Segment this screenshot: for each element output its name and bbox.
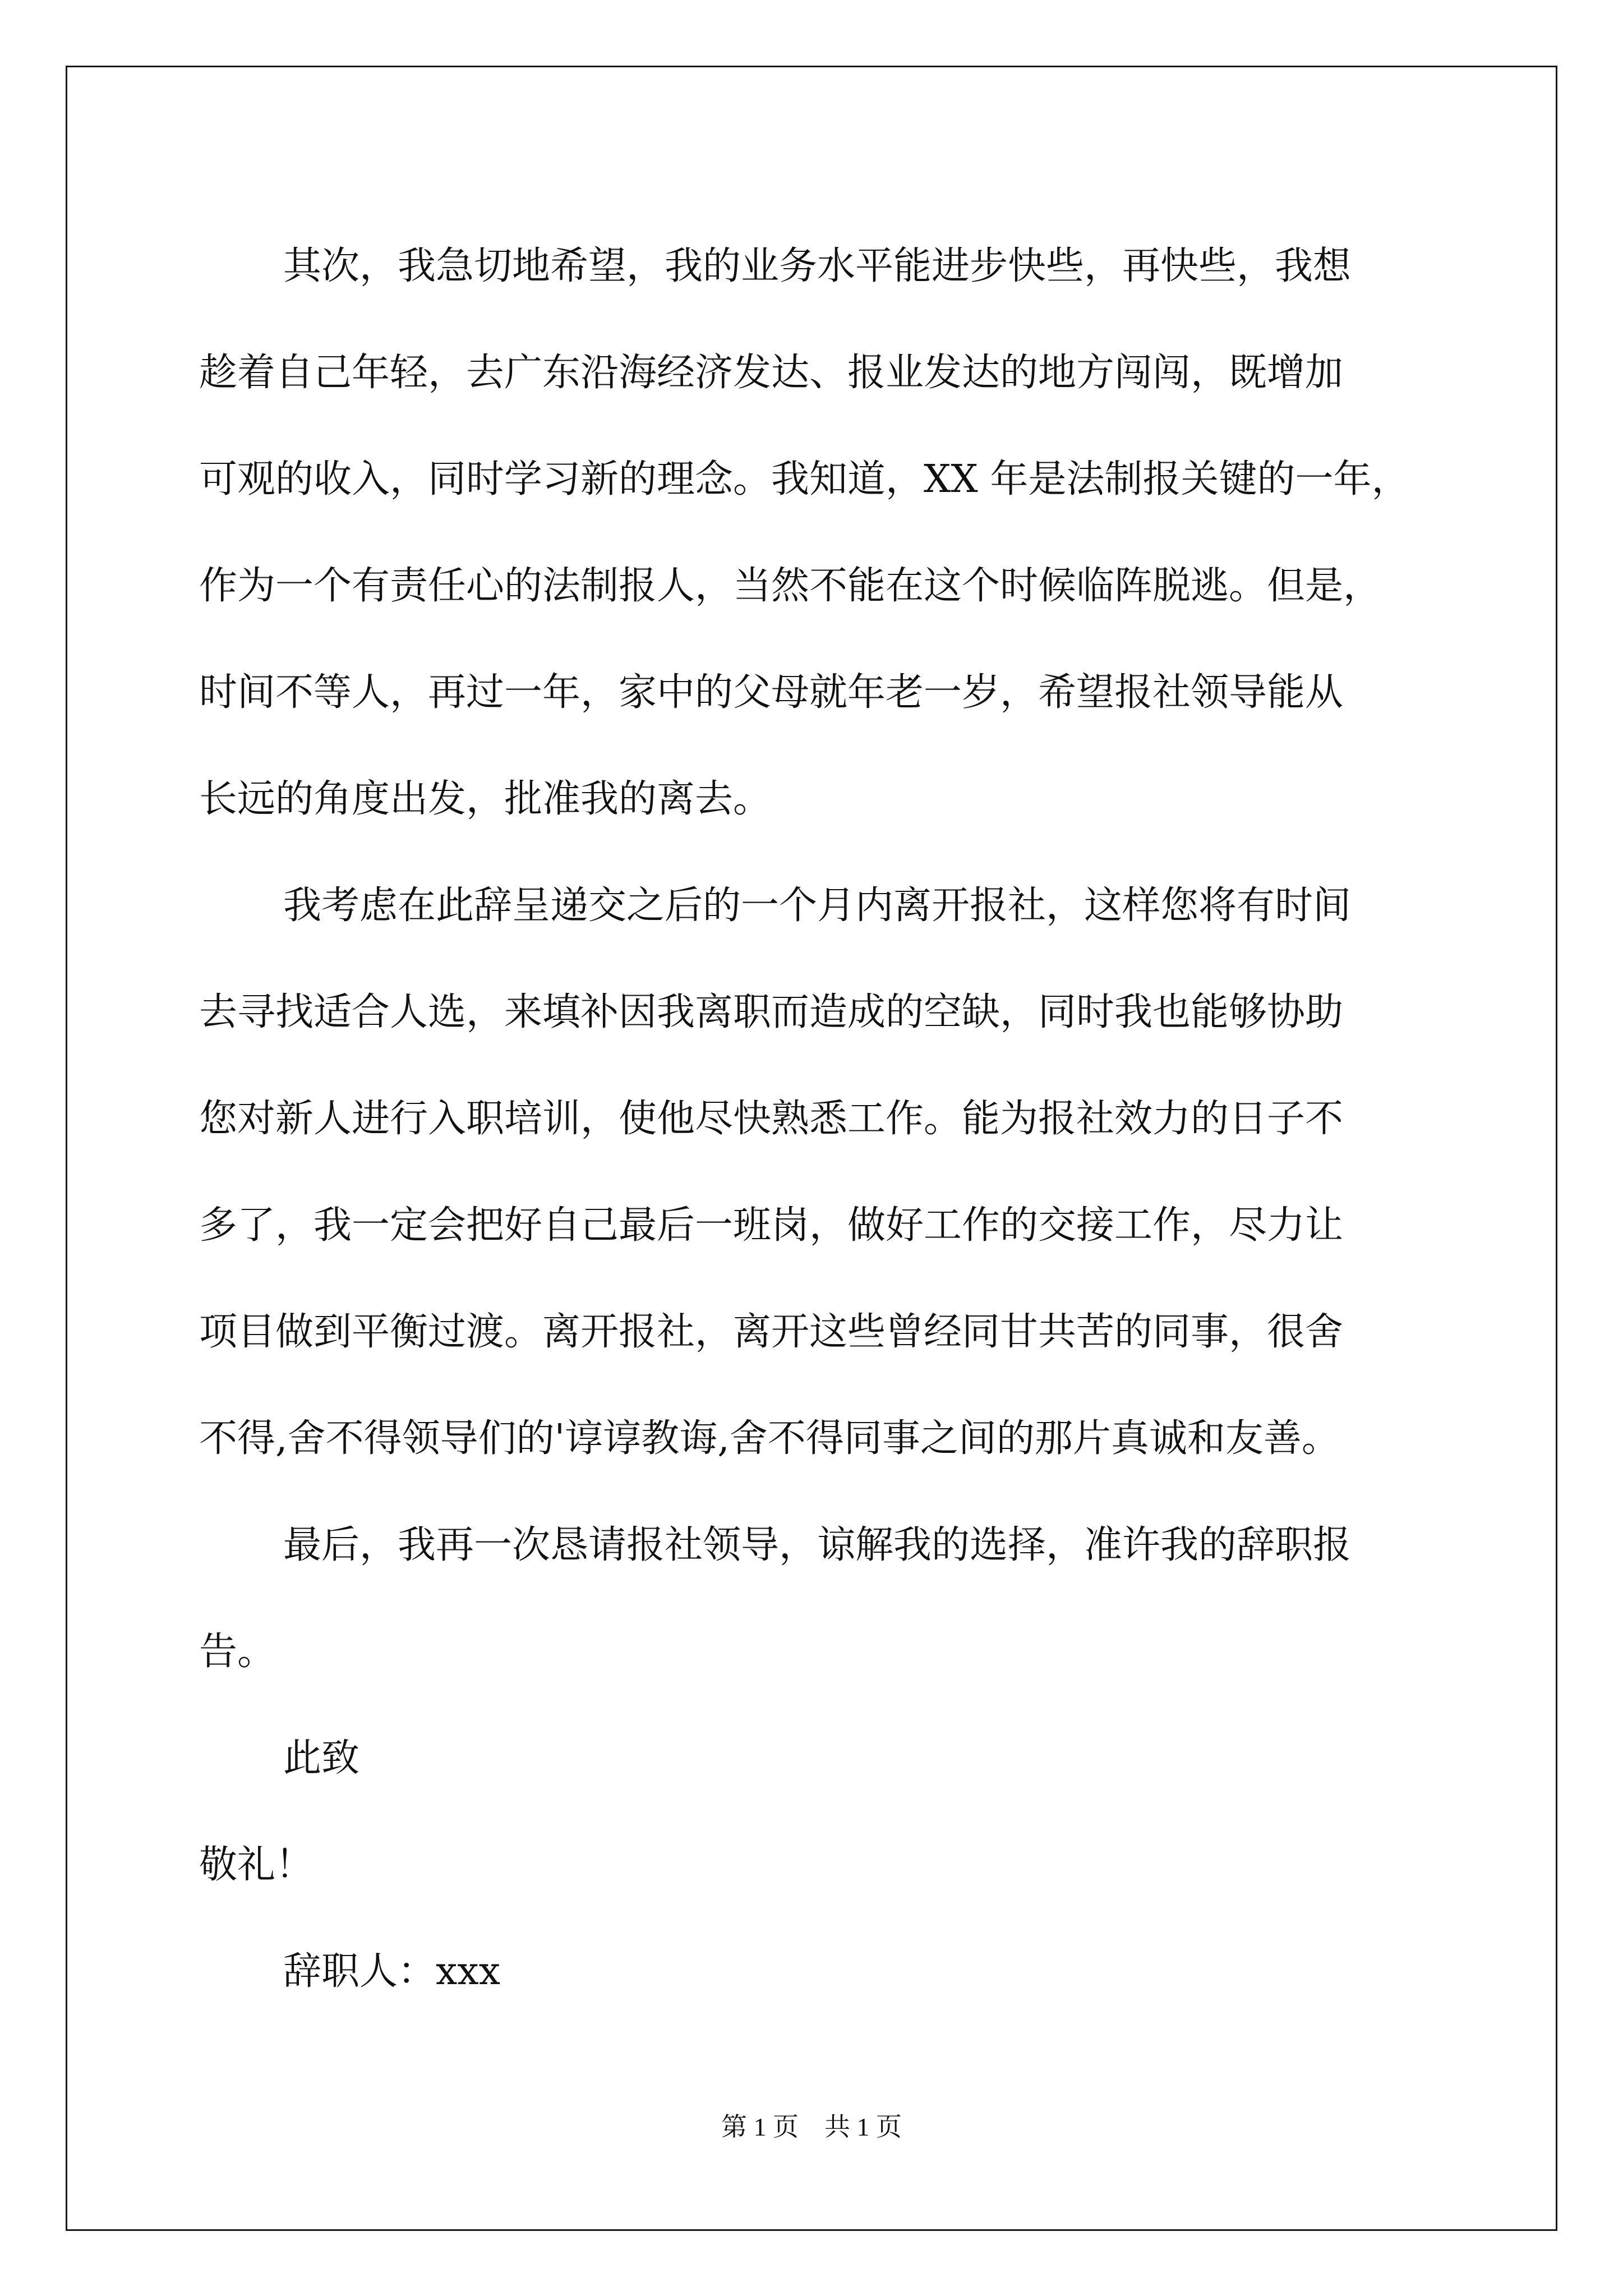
text-line: 时间不等人，再过一年，家中的父母就年老一岁，希望报社领导能从 xyxy=(199,670,1344,715)
letter-body xyxy=(199,213,1433,2025)
closing-regards: 敬礼！ xyxy=(199,1843,314,1887)
text-line: 多了，我一定会把好自己最后一班岗，做好工作的交接工作，尽力让 xyxy=(199,1203,1344,1248)
text-line: 最后，我再一次恳请报社领导，谅解我的选择，准许我的辞职报 xyxy=(283,1523,1352,1567)
text-line: 您对新人进行入职培训，使他尽快熟悉工作。能为报社效力的日子不 xyxy=(199,1097,1344,1141)
text-line: 其次，我急切地希望，我的业务水平能进步快些，再快些，我想 xyxy=(283,244,1352,288)
page-number: 第 1 页 共 1 页 xyxy=(721,2113,902,2141)
text-line: 我考虑在此辞呈递交之后的一个月内离开报社，这样您将有时间 xyxy=(283,884,1352,928)
text-line: 去寻找适合人选，来填补因我离职而造成的空缺，同时我也能够协助 xyxy=(199,990,1344,1034)
text-line: 告。 xyxy=(199,1630,276,1674)
signature-line: 辞职人：xxx xyxy=(283,1949,501,1994)
text-line: 可观的收入，同时学习新的理念。我知道，XX 年是法制报关键的一年， xyxy=(199,457,1410,501)
text-line: 不得,舍不得领导们的'谆谆教诲,舍不得同事之间的那片真诚和友善。 xyxy=(199,1416,1340,1461)
text-line: 长远的角度出发，批准我的离去。 xyxy=(199,777,772,821)
text-line: 趁着自己年轻，去广东沿海经济发达、报业发达的地方闯闯，既增加 xyxy=(199,351,1344,395)
closing-salutation: 此致 xyxy=(283,1736,360,1780)
text-line: 项目做到平衡过渡。离开报社，离开这些曾经同甘共苦的同事，很舍 xyxy=(199,1310,1344,1354)
text-line: 作为一个有责任心的法制报人，当然不能在这个时候临阵脱逃。但是， xyxy=(199,564,1382,608)
